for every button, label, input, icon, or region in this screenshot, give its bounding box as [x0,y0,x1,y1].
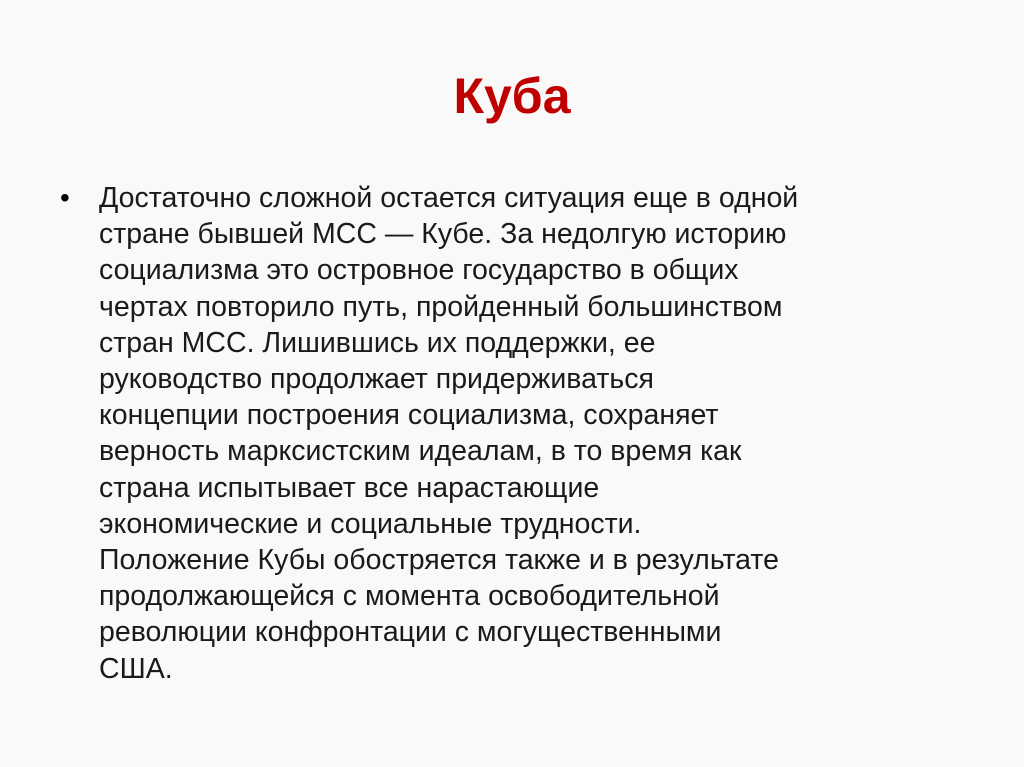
paragraph-line: верность марксистским идеалам, в то время как [99,435,742,468]
paragraph-line: страна испытывает все нарастающие [99,471,600,504]
paragraph-line: руководство продолжает придерживаться [99,363,654,396]
paragraph-line: концепции построения социализма, сохраняет [99,399,719,432]
bullet-paragraph [99,180,959,687]
paragraph-line: Положение Кубы обостряется также и в результате [99,544,779,577]
paragraph-line: социализма это островное государство в общих [99,254,739,287]
paragraph-line: стран МСС. Лишившись их поддержки, ее [99,326,656,359]
paragraph-line: революции конфронтации с могущественными [99,616,722,649]
paragraph-line: чертах повторило путь, пройденный большинством [99,290,783,323]
slide-title: Куба [453,68,571,124]
paragraph-line: экономические и социальные трудности. [99,507,642,540]
bullet-item [60,180,960,687]
bullet-icon: • [60,182,70,213]
paragraph-line: стране бывшей МСС — Кубе. За недолгую историю [99,218,787,251]
slide-content [60,180,960,687]
paragraph-line: продолжающейся с момента освободительной [99,580,720,613]
paragraph-line: США. [99,652,173,685]
paragraph-line: Достаточно сложной остается ситуация еще в одной [99,182,799,214]
